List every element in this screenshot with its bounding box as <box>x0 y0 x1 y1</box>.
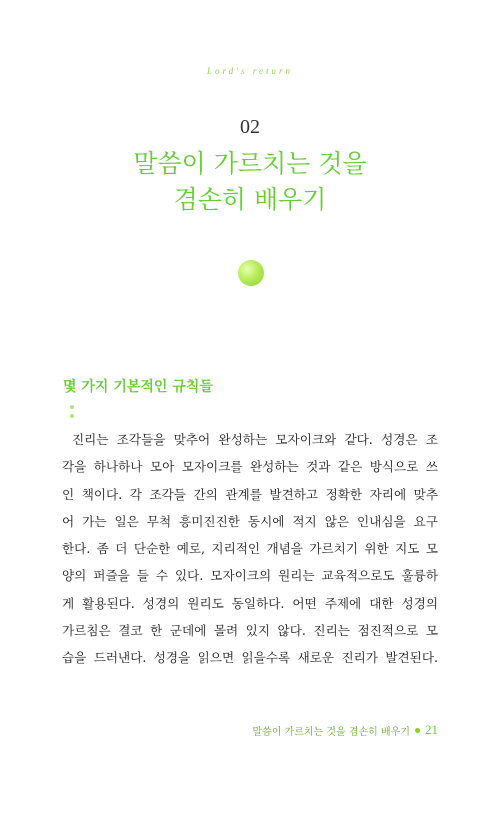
body-line: 어 가는 일은 무척 흥미진진한 동시에 적지 않은 인내심을 요구 <box>62 513 438 529</box>
body-line: 인 책이다. 각 조각들 간의 관계를 발견하고 정확한 자리에 맞추 <box>62 486 438 502</box>
body-line: 각을 하나하나 모아 모자이크를 완성하는 것과 같은 방식으로 쓰 <box>62 459 438 475</box>
ornament-dot <box>70 405 74 409</box>
footer-bullet-icon <box>415 728 420 733</box>
chapter-title-line-2: 겸손히 배우기 <box>173 185 327 214</box>
chapter-title <box>0 146 500 218</box>
body-line: 습을 드러낸다. 성경을 읽으면 읽을수록 새로운 진리가 발견된다. <box>62 650 438 666</box>
body-line: 게 활용된다. 성경의 원리도 동일하다. 어떤 주제에 대한 성경의 <box>62 595 438 611</box>
body-line: 가르침은 결코 한 군데에 몰려 있지 않다. 진리는 점진적으로 모 <box>62 623 438 639</box>
page-footer <box>252 722 438 738</box>
body-line: 양의 퍼즐을 들 수 있다. 모자이크의 원리는 교육적으로도 훌륭하 <box>62 568 438 584</box>
footer-running-title: 말씀이 가르치는 것을 겸손히 배우기 <box>252 726 410 738</box>
chapter-title-line-1: 말씀이 가르치는 것을 <box>133 149 367 178</box>
heading-dots-ornament <box>70 405 76 423</box>
running-head: Lord's return <box>206 66 294 76</box>
body-paragraph <box>62 426 438 672</box>
page-number: 21 <box>425 722 438 737</box>
ornament-dot <box>70 414 74 418</box>
green-orb-ornament <box>238 260 264 286</box>
chapter-number: 02 <box>240 116 260 138</box>
body-line: 한다. 좀 더 단순한 예로, 지리적인 개념을 가르치기 위한 지도 모 <box>62 541 438 557</box>
body-line: 진리는 조각들을 맞추어 완성하는 모자이크와 같다. 성경은 조 <box>72 432 438 447</box>
section-heading: 몇 가지 기본적인 규칙들 <box>63 379 213 395</box>
